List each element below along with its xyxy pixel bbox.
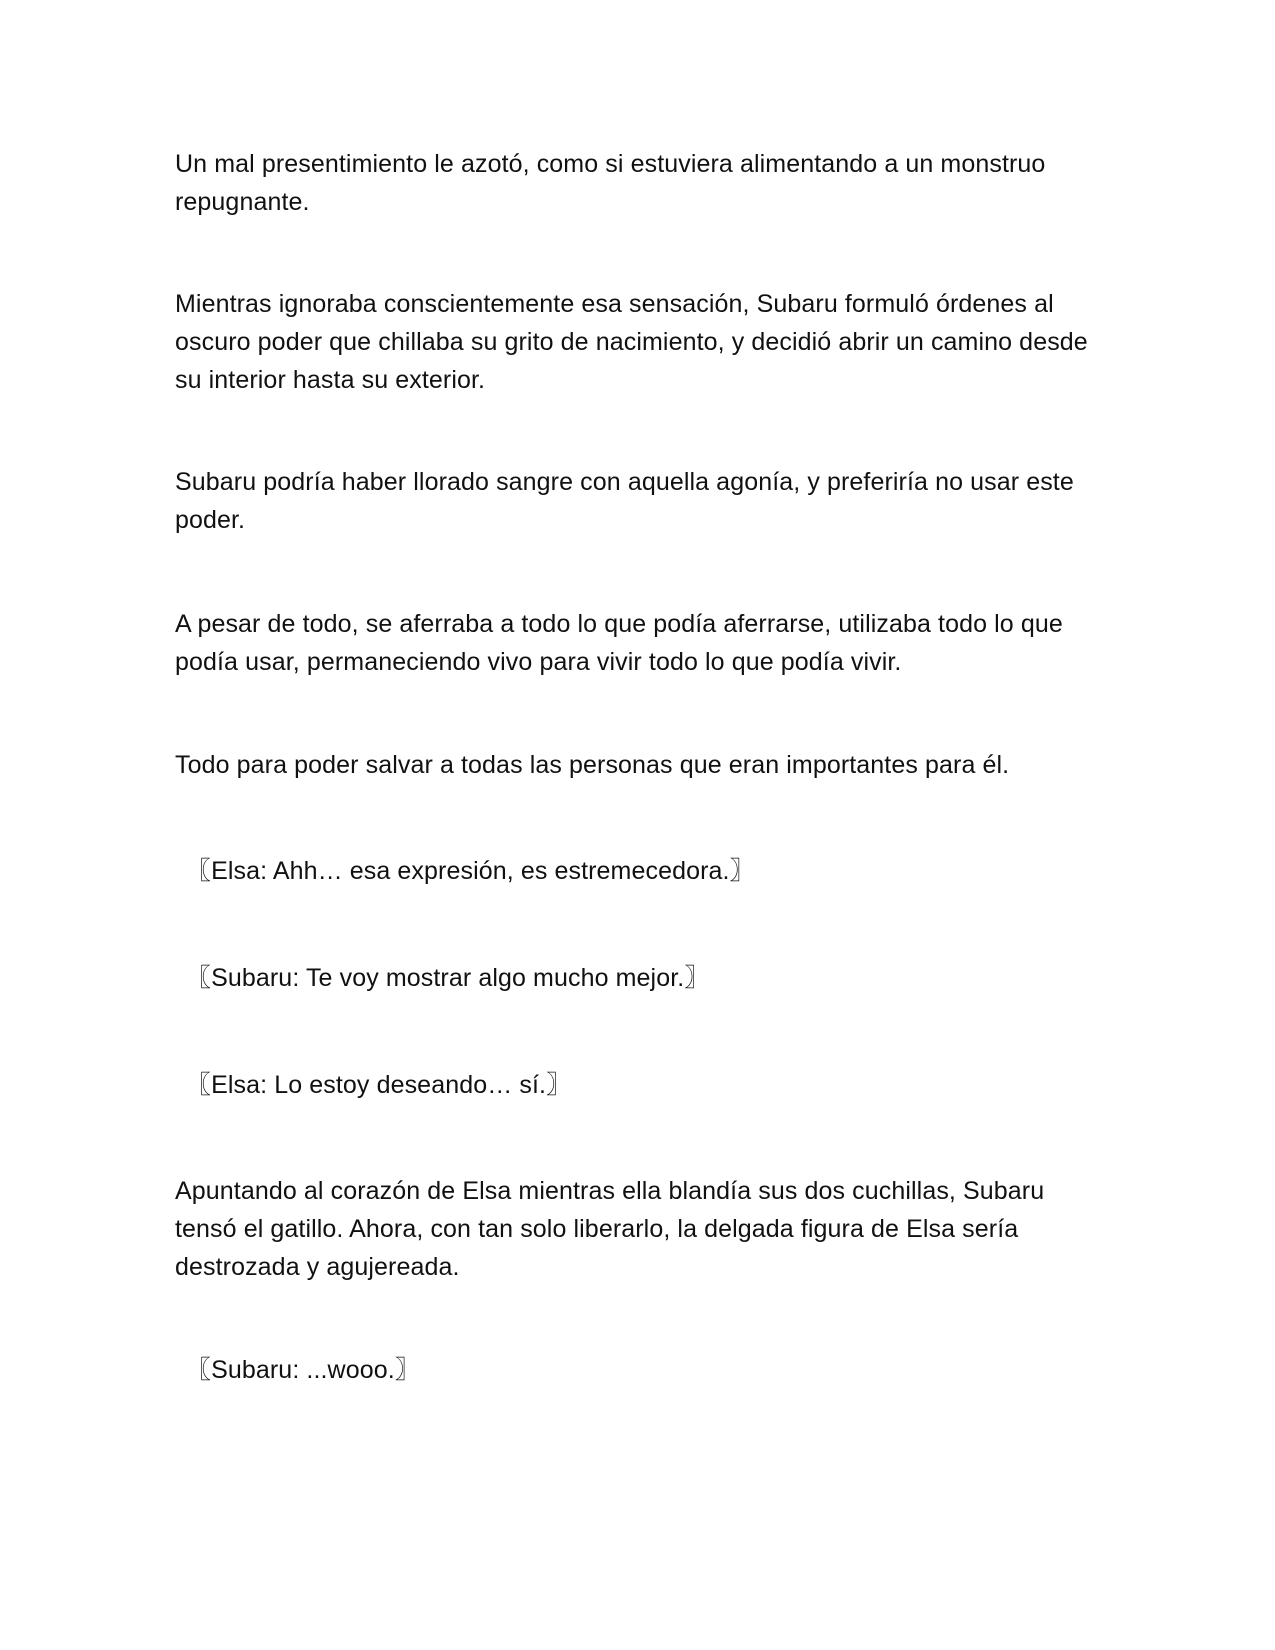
dialogue-line-elsa-1: 〖Elsa: Ahh… esa expresión, es estremecedora.〗 <box>186 857 755 885</box>
dialogue-line-subaru-2: 〖Subaru: ...wooo.〗 <box>186 1356 420 1384</box>
paragraph-6: Apuntando al corazón de Elsa mientras ella blandía sus dos cuchillas, Subaru tensó el gatillo. Ahora, con tan solo liberarlo, la delgada figura de Elsa sería destrozada y agujereada. <box>175 1177 1045 1281</box>
dialogue-line-elsa-2: 〖Elsa: Lo estoy deseando… sí.〗 <box>186 1071 572 1099</box>
paragraph-2: Mientras ignoraba conscientemente esa sensación, Subaru formuló órdenes al oscuro poder que chillaba su grito de nacimiento, y decidió abrir un camino desde su interior hasta su exterior. <box>175 290 1088 394</box>
paragraph-1: Un mal presentimiento le azotó, como si estuviera alimentando a un monstruo repugnante. <box>175 150 1046 216</box>
paragraph-3: Subaru podría haber llorado sangre con aquella agonía, y preferiría no usar este poder. <box>175 468 1074 534</box>
paragraph-4: A pesar de todo, se aferraba a todo lo que podía aferrarse, utilizaba todo lo que podía usar, permaneciendo vivo para vivir todo lo que podía vivir. <box>175 610 1063 676</box>
paragraph-5: Todo para poder salvar a todas las personas que eran importantes para él. <box>175 751 1010 779</box>
dialogue-line-subaru-1: 〖Subaru: Te voy mostrar algo mucho mejor.〗 <box>186 964 710 992</box>
